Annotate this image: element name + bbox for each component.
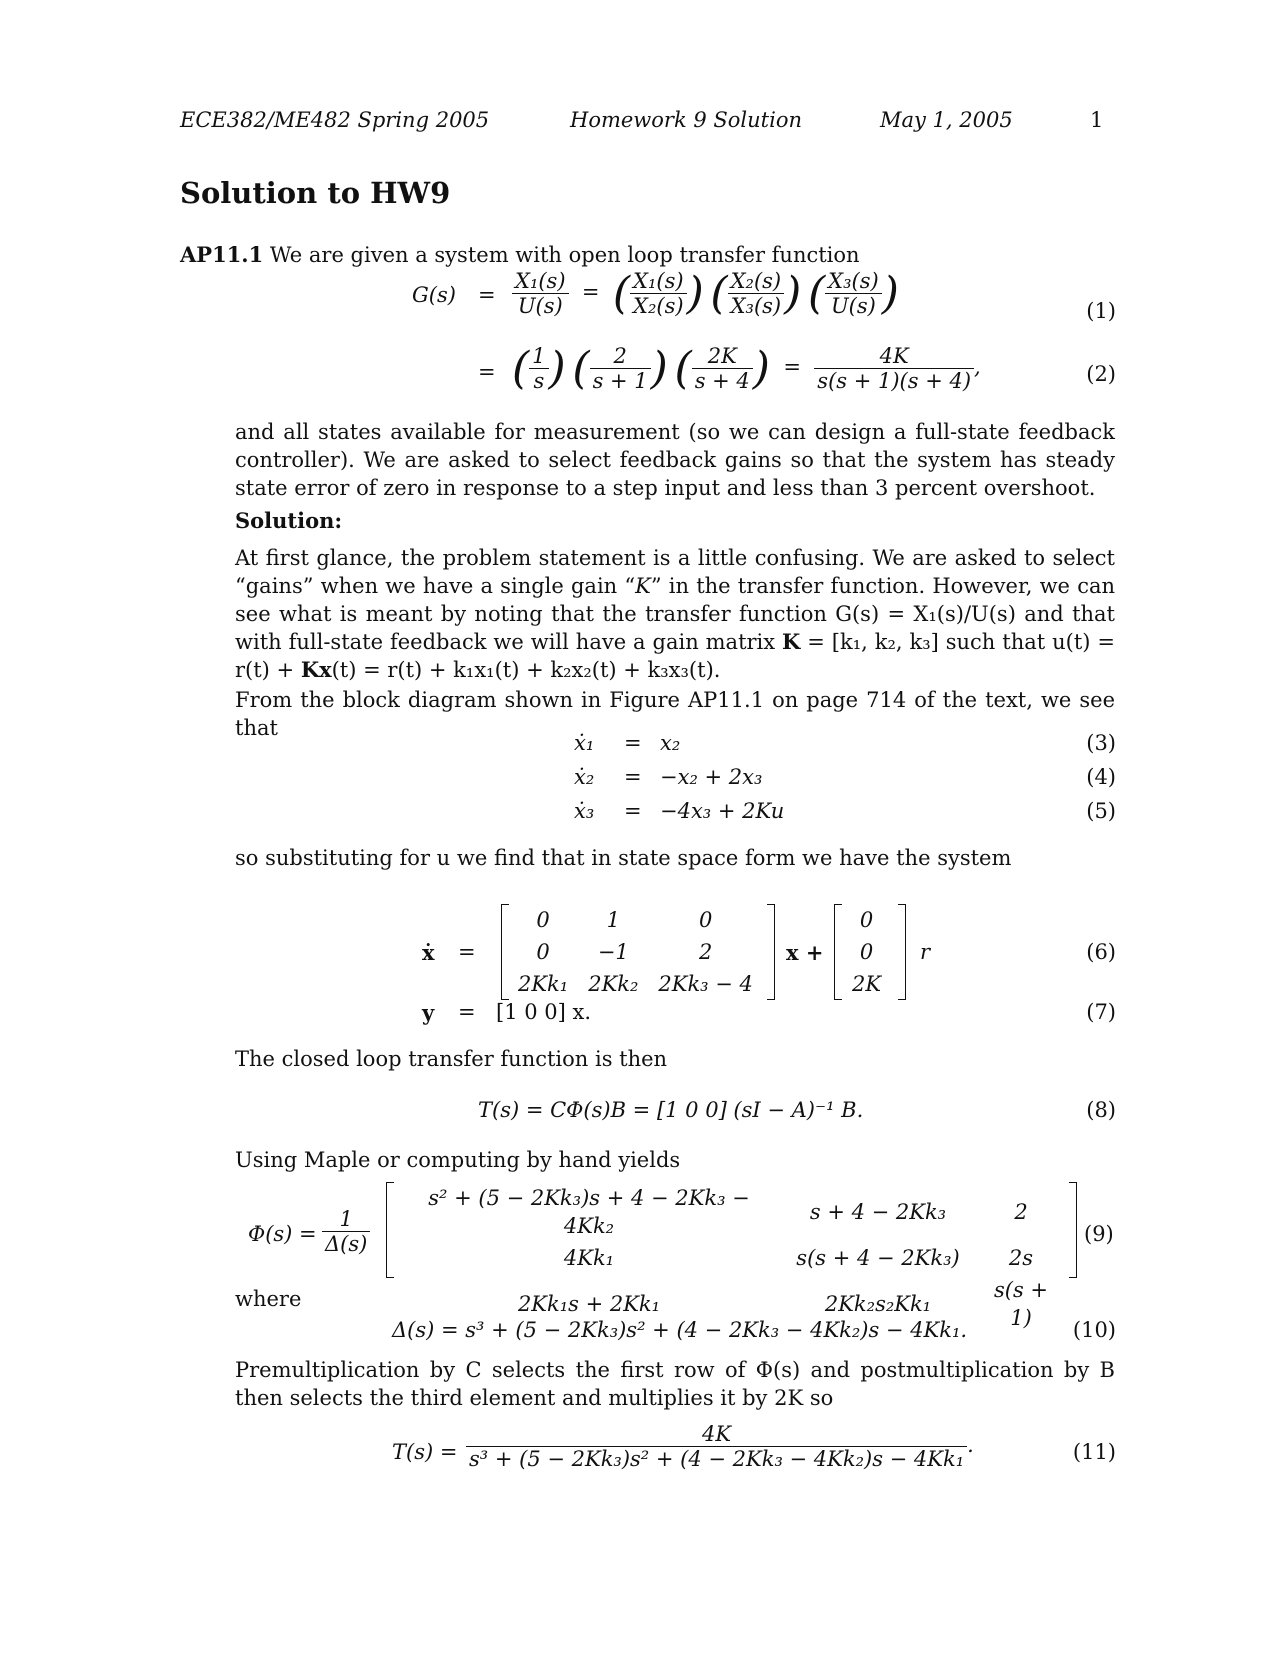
eq-number-5: (5): [1086, 799, 1116, 823]
solution-para6: Premultiplication by C selects the first row of Φ(s) and postmultiplication by B then selects the third element and multiplies it by 2K so: [235, 1358, 1115, 1410]
eq3-equals: =: [624, 731, 642, 755]
eq1-lhs: G(s): [412, 283, 456, 307]
eq6-A-matrix: 0 1 0 0 −1 2 2Kk₁ 2Kk₂ 2Kk₃ − 4: [518, 908, 753, 996]
eq10: Δ(s) = s³ + (5 − 2Kk₃)s² + (4 − 2Kk₃ − 4Kk₂)s − 4Kk₁.: [392, 1318, 968, 1342]
eq6-B-vector: 0 0 2K: [852, 908, 882, 996]
eq2-frac1: $\frac{1}{s}$: [529, 344, 548, 393]
eq2-frac4: $\frac{4K}{s(s + 1)(s + 4)}$: [814, 344, 974, 393]
eq6-r: r: [920, 940, 931, 964]
header-date: May 1, 2005: [880, 108, 1013, 132]
solution-para1: At first glance, the problem statement is a little confusing. We are asked to select “gains” when we have a single gain “K” in the transfer function. However, we can see what is meant by noting that the transfer function G(s) = X₁(s)/U(s) and that with full-state feedback we will have a gain matrix K = [k₁, k₂, k₃] such that u(t) = r(t) + Kx(t) = r(t) + k₁x₁(t) + k₂x₂(t) + k₃x₃(t).: [235, 546, 1115, 682]
header-course: ECE382/ME482 Spring 2005: [180, 108, 490, 132]
eq-number-1: (1): [1086, 299, 1116, 323]
eq6-B-bracket-right: [898, 904, 906, 1000]
eq6-A-bracket-right: [767, 904, 775, 1000]
where-label: where: [235, 1287, 302, 1311]
eq1-frac1: $\frac{\text{X₁(s)}}{U(s)}$: [512, 269, 569, 318]
eq2-frac3: $\frac{2K}{s + 4}$: [692, 344, 753, 393]
eq2-rhs: ( $\frac{1}{s}$ ) ( $\frac{2}{s + 1}$ ) ( $\frac{2K}{s + 4}$ ) = $\frac{4K}{s(s + 1)(s + 4)}$ ,: [512, 343, 981, 394]
page-number: 1: [1090, 108, 1104, 132]
eq9-lhs: Φ(s) =: [248, 1222, 317, 1246]
eq6-B-bracket-left: [834, 904, 842, 1000]
solution-para4: The closed loop transfer function is then: [235, 1047, 668, 1071]
eq-number-10: (10): [1072, 1318, 1116, 1342]
problem-label: AP11.1: [180, 242, 264, 267]
eq9-bracket-left: [386, 1182, 394, 1278]
eq1-frac4: $\frac{\text{X₃(s)}}{U(s)}$: [825, 269, 882, 318]
eq8: T(s) = CΦ(s)B = [1 0 0] (sI − A)⁻¹ B.: [478, 1098, 864, 1122]
eq-number-6: (6): [1086, 940, 1116, 964]
eq5-equals: =: [624, 799, 642, 823]
eq9-matrix: s² + (5 − 2Kk₃)s + 4 − 2Kk₃ − 4Kk₂ s + 4 − 2Kk₃ 2 4Kk₁ s(s + 4 − 2Kk₃) 2s 2Kk₁s + 2Kk₁ 2Kk₂s₂Kk₁ s(s + 1): [428, 1186, 1049, 1330]
header-title: Homework 9 Solution: [570, 108, 802, 132]
eq-number-11: (11): [1072, 1440, 1116, 1464]
eq9-bracket-right: [1069, 1182, 1077, 1278]
problem-statement: and all states available for measurement (so we can design a full-state feedback controller). We are asked to select feedback gains so that the system has steady state error of zero in response to a step input and less than 3 percent overshoot.: [235, 420, 1115, 500]
eq4-lhs: ẋ₂: [574, 765, 595, 789]
eq4-equals: =: [624, 765, 642, 789]
solution-heading: Solution:: [235, 508, 343, 533]
eq1-frac3: $\frac{\text{X₂(s)}}{\text{X₃(s)}}$: [728, 269, 785, 318]
eq-number-4: (4): [1086, 765, 1116, 789]
eq4-rhs: −x₂ + 2x₃: [660, 765, 763, 789]
eq5-lhs: ẋ₃: [574, 799, 595, 823]
eq-number-8: (8): [1086, 1098, 1116, 1122]
page-title: Solution to HW9: [180, 176, 451, 210]
eq6-mid: x +: [786, 940, 824, 965]
eq-number-9: (9): [1084, 1222, 1114, 1246]
eq2-frac2: $\frac{2}{s + 1}$: [590, 344, 651, 393]
solution-para2: From the block diagram shown in Figure AP11.1 on page 714 of the text, we see that: [235, 688, 1115, 740]
eq1-frac2: $\frac{\text{X₁(s)}}{\text{X₂(s)}}$: [630, 269, 687, 318]
eq7-equals: =: [458, 1000, 476, 1024]
eq-number-7: (7): [1086, 1000, 1116, 1024]
eq-number-2: (2): [1086, 362, 1116, 386]
eq-number-3: (3): [1086, 731, 1116, 755]
problem-intro-text: We are given a system with open loop transfer function: [269, 243, 860, 267]
eq3-lhs: ẋ₁: [574, 731, 595, 755]
eq5-rhs: −4x₃ + 2Ku: [660, 799, 785, 823]
eq2-equals: =: [478, 360, 496, 384]
eq7-lhs: y: [422, 1000, 435, 1025]
eq11-lhs: T(s) =: [392, 1440, 458, 1464]
eq7-rhs: [1 0 0] x.: [496, 1000, 592, 1024]
eq9-frac: $\frac{1}{\Delta(s)}$: [322, 1207, 370, 1256]
eq6-lhs: ẋ: [422, 940, 435, 965]
solution-para5: Using Maple or computing by hand yields: [235, 1148, 681, 1172]
eq6-equals: =: [458, 940, 476, 964]
problem-intro: [180, 242, 860, 267]
solution-para3: so substituting for u we find that in state space form we have the system: [235, 846, 1012, 870]
eq1-equals: =: [478, 283, 496, 307]
eq11-frac: $\frac{4K}{\text{s³ + (5 − 2Kk₃)s² + (4 − 2Kk₃ − 4Kk₂)s − 4Kk₁}}$ .: [466, 1422, 974, 1471]
eq3-rhs: x₂: [660, 731, 681, 755]
eq1-rhs: $\frac{\text{X₁(s)}}{U(s)}$ = ( $\frac{\text{X₁(s)}}{\text{X₂(s)}}$ ) ( $\frac{\text{X₂(s)}}{\text{X₃(s)}}$ ) ( $\frac{\text{X₃(s)}}{U(s)}$ ): [512, 268, 899, 319]
